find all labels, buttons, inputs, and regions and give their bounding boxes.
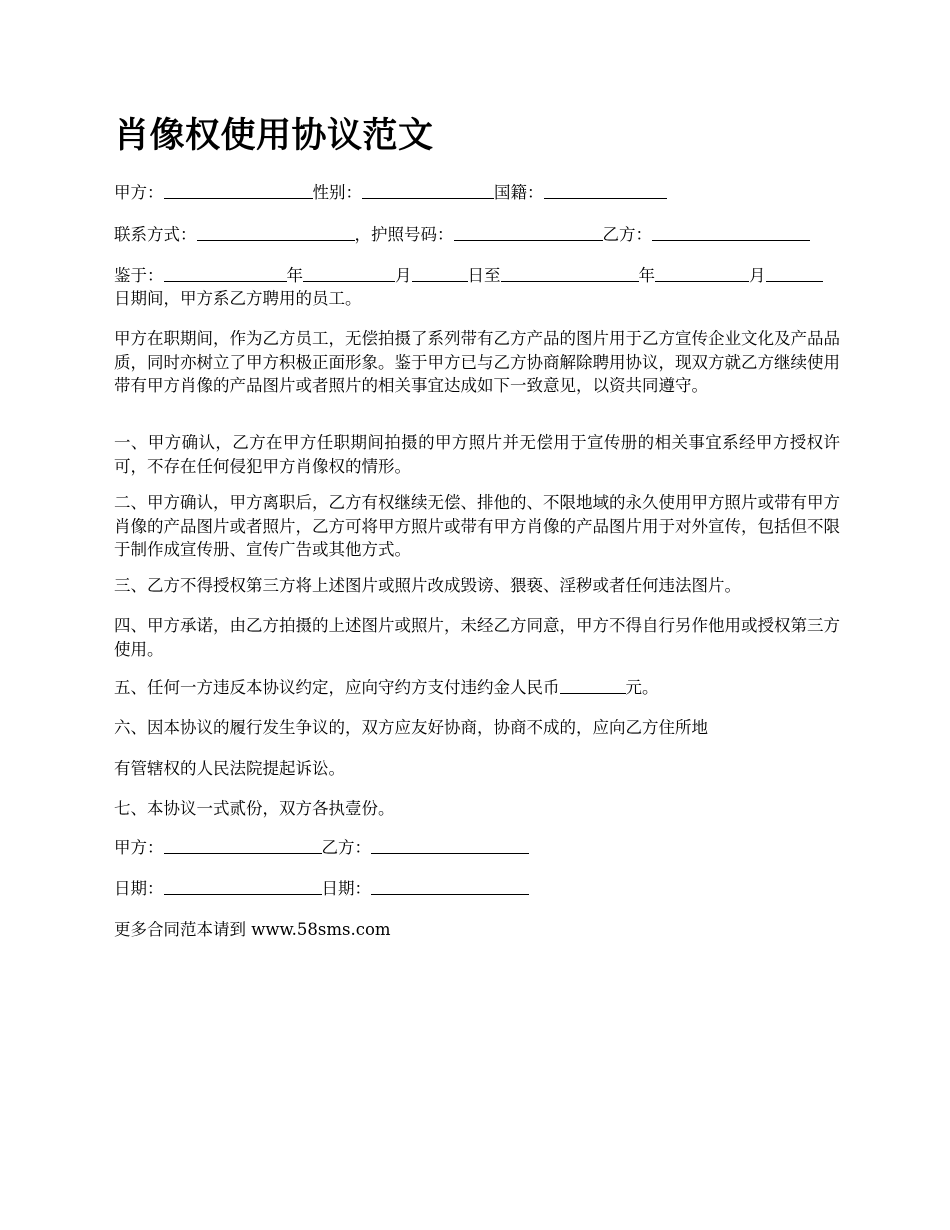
party-a-label: 甲方： [114,183,164,202]
start-day-blank[interactable] [412,280,468,282]
contact-info-line [114,223,810,247]
date-line [114,877,529,901]
clause-5-unit: 元。 [625,678,659,697]
employment-period-line: 日期间，甲方系乙方聘用的员工。 [114,289,362,308]
date-a-blank[interactable] [164,893,322,895]
clause-4: 四、甲方承诺，由乙方拍摄的上述图片或照片，未经乙方同意，甲方不得自行另作他用或授权第三方使用。 [114,616,840,659]
gender-label: 性别： [312,183,362,202]
clause-6-line-1: 六、因本协议的履行发生争议的，双方应友好协商，协商不成的，应向乙方住所地 [114,718,708,737]
whereas-label: 鉴于： [114,266,164,285]
month-label-2: 月 [749,266,766,285]
party-b-label: 乙方： [602,225,652,244]
page-title: 肖像权使用协议范文 [114,115,434,156]
signature-party-b-blank[interactable] [371,852,529,854]
passport-blank[interactable] [454,239,603,241]
gender-blank[interactable] [362,197,494,199]
end-day-blank[interactable] [766,280,823,282]
clause-5 [114,676,659,700]
clause-3: 三、乙方不得授权第三方将上述图片或照片改成毁谤、猥亵、淫秽或者任何违法图片。 [114,576,741,595]
year-label: 年 [286,266,303,285]
clause-1: 一、甲方确认，乙方在甲方任职期间拍摄的甲方照片并无偿用于宣传册的相关事宜系经甲方授权许可，不存在任何侵犯甲方肖像权的情形。 [114,433,840,476]
date-b-blank[interactable] [371,893,529,895]
day-to-label: 日至 [467,266,501,285]
end-year-blank[interactable] [501,280,639,282]
signature-party-b-label: 乙方： [321,838,371,857]
date-b-label: 日期： [321,879,371,898]
signature-party-a-label: 甲方： [114,838,164,857]
year-label-2: 年 [638,266,655,285]
start-year-blank[interactable] [164,280,287,282]
signature-party-a-blank[interactable] [164,852,322,854]
passport-label: ，护照号码： [354,225,454,244]
whereas-line [114,264,823,288]
date-a-label: 日期： [114,879,164,898]
contact-label: 联系方式： [114,225,197,244]
nationality-label: 国籍： [494,183,544,202]
end-month-blank[interactable] [655,280,749,282]
nationality-blank[interactable] [544,197,667,199]
footer-more-link: 更多合同范本请到 www.58sms.com [114,920,391,939]
party-a-name-blank[interactable] [164,197,313,199]
party-a-info-line [114,181,667,205]
clause-2: 二、甲方确认，甲方离职后，乙方有权继续无偿、排他的、不限地域的永久使用甲方照片或带有甲方肖像的产品图片或者照片，乙方可将甲方照片或带有甲方肖像的产品图片用于对外宣传，包括但不限于制作成宣传册、宣传广告或其他方式。 [114,493,840,559]
clause-7: 七、本协议一式贰份，双方各执壹份。 [114,799,395,818]
contact-blank[interactable] [197,239,355,241]
party-b-name-blank[interactable] [652,239,810,241]
penalty-amount-blank[interactable] [560,692,626,694]
month-label: 月 [395,266,412,285]
signature-line [114,836,529,860]
intro-paragraph: 甲方在职期间，作为乙方员工，无偿拍摄了系列带有乙方产品的图片用于乙方宣传企业文化及产品品质，同时亦树立了甲方积极正面形象。鉴于甲方已与乙方协商解除聘用协议，现双方就乙方继续使用带有甲方肖像的产品图片或者照片的相关事宜达成如下一致意见，以资共同遵守。 [114,329,840,395]
clause-6-line-2: 有管辖权的人民法院提起诉讼。 [114,759,345,778]
start-month-blank[interactable] [303,280,395,282]
clause-5-text: 五、任何一方违反本协议约定，应向守约方支付违约金人民币 [114,678,560,697]
